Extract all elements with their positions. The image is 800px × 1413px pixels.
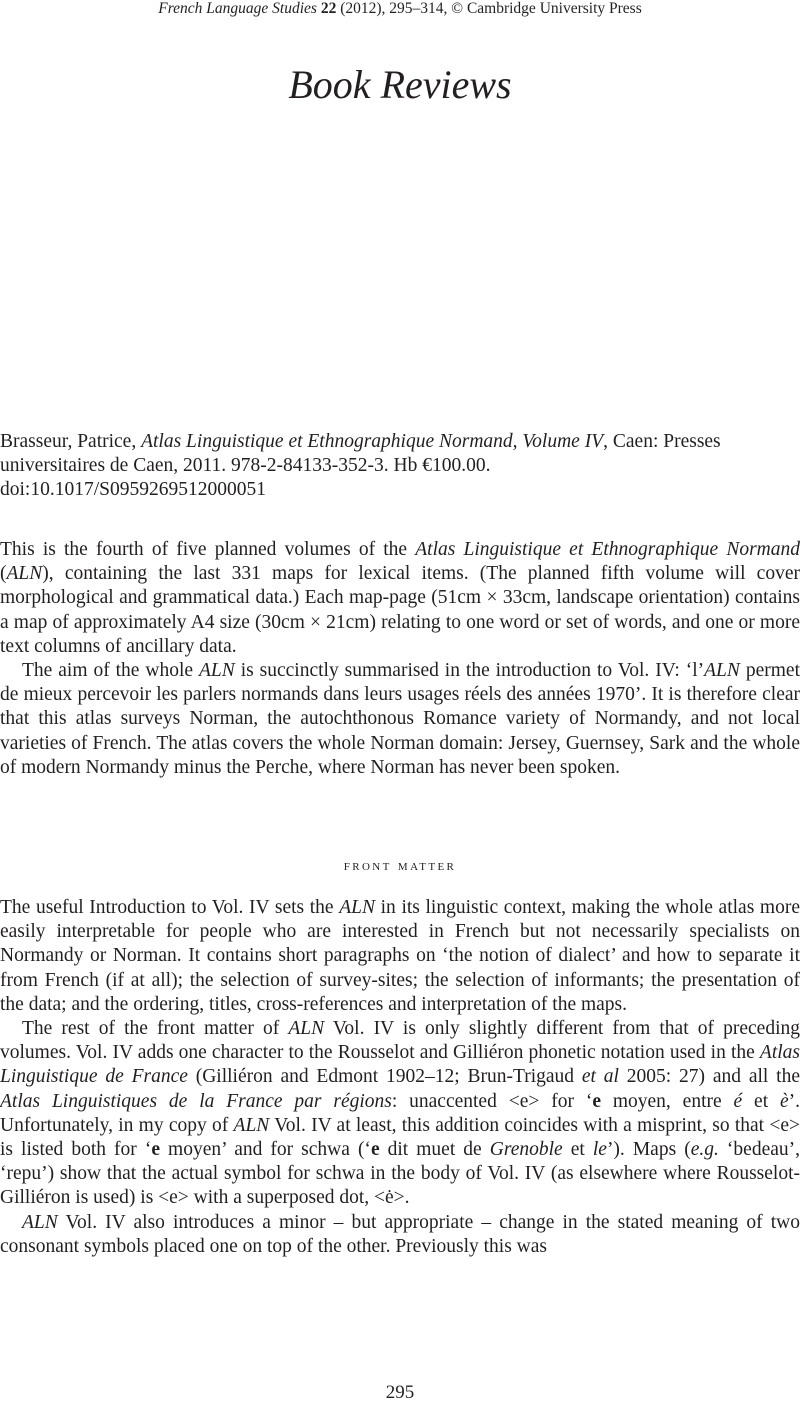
paragraph-5: ALN Vol. IV also introduces a minor – but appropriate – change in the stated meaning of two consonant symbols placed one on top of the other. Previously this was: [0, 1211, 800, 1257]
paragraph-2: The aim of the whole ALN is succinctly summarised in the introduction to Vol. IV: ‘l’ALN permet de mieux percevoir les parlers normands dans leurs usages réels des années 1970’. It is therefore clear that this atlas surveys Norman, the autochthonous Romance variety of Normandy, and not local varieties of French. The atlas covers the whole Norman domain: Jersey, Guernsey, Sark and the whole of modern Normandy minus the Perche, where Norman has never been spoken.: [0, 660, 800, 778]
paragraph-3: The useful Introduction to Vol. IV sets the ALN in its linguistic context, making the whole atlas more easily interpretable for people who are interested in French but not necessarily specialists on Normandy or Norman. It contains short paragraphs on ‘the notion of dialect’ and how to separate it from French (if at all); the selection of survey-sites; the selection of informants; the presentation of the data; and the ordering, titles, cross-references and interpretation of the maps.: [0, 897, 800, 1015]
journal-volume: 22: [320, 0, 337, 17]
review-body-front-matter: [0, 896, 800, 1259]
paragraph-4: The rest of the front matter of ALN Vol. IV is only slightly different from that of preceding volumes. Vol. IV adds one character to the Rousselot and Gilliéron phonetic notation used in the Atlas Linguistique de France (Gilliéron and Edmont 1902–12; Brun-Trigaud et al 2005: 27) and all the Atlas Linguistiques de la France par régions: unaccented <e> for ‘e moyen, entre é et è’. Unfortunately, in my copy of ALN Vol. IV at least, this addition coincides with a misprint, so that <e> is listed both for ‘e moyen’ and for schwa (‘e dit muet de Grenoble et le’). Maps (e.g. ‘bedeau’, ‘repu’) show that the actual symbol for schwa in the body of Vol. IV (as elsewhere where Rousselot-Gilliéron is used) is <e> with a superposed dot, <ė>.: [0, 1018, 800, 1209]
running-header: [0, 0, 800, 18]
citation-publisher: , Caen: Presses universitaires de Caen, 2011. 978-2-84133-352-3. Hb €100.00.: [0, 431, 721, 477]
journal-name: French Language Studies: [158, 0, 317, 17]
journal-details: (2012), 295–314, © Cambridge University Press: [340, 0, 642, 17]
section-heading: front matter: [343, 858, 457, 874]
citation-book-title: Atlas Linguistique et Ethnographique Normand, Volume IV: [141, 431, 604, 452]
citation-doi: doi:10.1017/S0959269512000051: [0, 479, 266, 501]
page-number: 295: [385, 1382, 415, 1403]
page-title: Book Reviews: [288, 62, 512, 107]
citation-authors: Brasseur, Patrice,: [0, 431, 142, 452]
book-citation: [0, 430, 800, 503]
review-body-intro: [0, 538, 800, 780]
paragraph-1: This is the fourth of five planned volumes of the Atlas Linguistique et Ethnographique Normand (ALN), containing the last 331 maps for lexical items. (The planned fifth volume will cover morphological and grammatical data.) Each map-page (51cm × 33cm, landscape orientation) contains a map of approximately A4 size (30cm × 21cm) relating to one word or set of words, and one or more text columns of ancillary data.: [0, 539, 800, 657]
